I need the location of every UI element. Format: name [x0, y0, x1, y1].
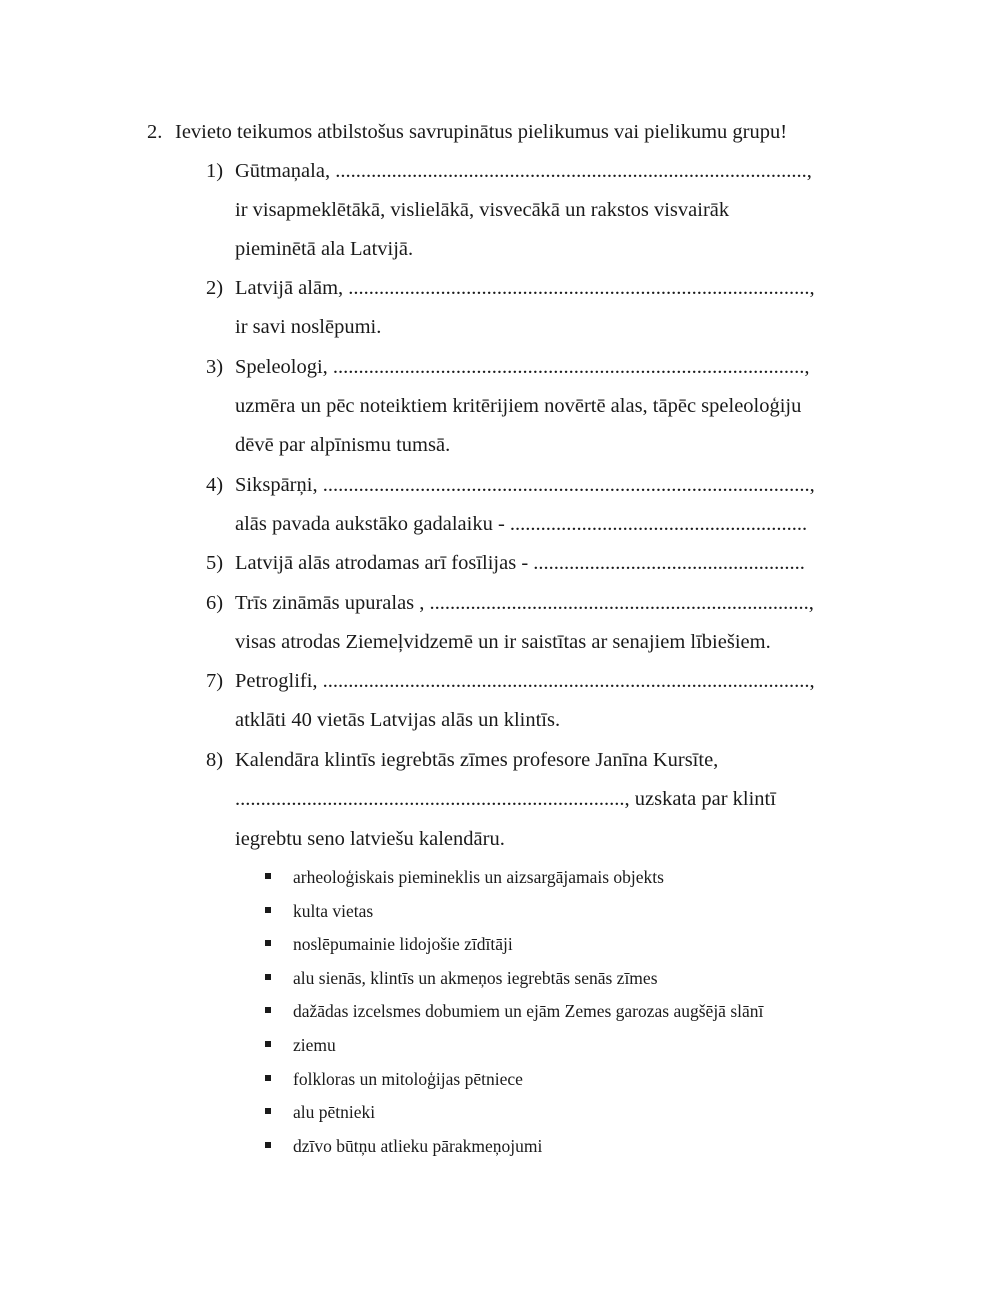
bullet-square-icon: [265, 1007, 271, 1013]
option-item: [262, 898, 763, 932]
option-item: [262, 1066, 763, 1100]
bullet-square-icon: [265, 940, 271, 946]
item-7-line-1: Petroglifi, ...............................................................................................,: [235, 670, 815, 692]
task-heading: [147, 118, 787, 146]
option-item: [262, 1133, 763, 1167]
bullet-square-icon: [265, 974, 271, 980]
bullet-square-icon: [265, 873, 271, 879]
option-item: [262, 998, 763, 1032]
item-2-line-1: Latvijā alām, ..........................................................................................,: [235, 277, 815, 299]
item-number: 2): [206, 277, 224, 299]
item-3-line-2: uzmēra un pēc noteiktiem kritērijiem novērtē alas, tāpēc speleoloģiju: [235, 395, 802, 417]
option-text: alu sienās, klintīs un akmeņos iegrebtās senās zīmes: [293, 967, 658, 988]
option-item: [262, 1099, 763, 1133]
bullet-square-icon: [265, 1075, 271, 1081]
item-3-line-1: Speleologi, ............................................................................................,: [235, 356, 810, 378]
option-text: folkloras un mitoloģijas pētniece: [293, 1068, 523, 1089]
item-number: 5): [206, 552, 224, 574]
option-text: alu pētnieki: [293, 1102, 376, 1123]
option-text: dažādas izcelsmes dobumiem un ejām Zemes garozas augšējā slānī: [293, 1001, 764, 1022]
item-number: 8): [206, 749, 224, 771]
bullet-square-icon: [265, 1041, 271, 1047]
item-1-line-1: Gūtmaņala, ............................................................................................,: [235, 160, 812, 182]
item-6-line-1: Trīs zināmās upuralas , ..........................................................................,: [235, 592, 814, 614]
option-text: kulta vietas: [293, 900, 374, 921]
item-4-line-2: alās pavada aukstāko gadalaiku - ..........................................................: [235, 513, 808, 535]
bullet-square-icon: [265, 1108, 271, 1114]
item-4-line-1: Sikspārņi, ...............................................................................................,: [235, 474, 815, 496]
item-2-line-2: ir savi noslēpumi.: [235, 316, 382, 338]
item-number: 3): [206, 356, 224, 378]
item-1-line-3: pieminētā ala Latvijā.: [235, 238, 414, 260]
item-number: 7): [206, 670, 224, 692]
bullet-square-icon: [265, 1142, 271, 1148]
option-text: dzīvo būtņu atlieku pārakmeņojumi: [293, 1135, 543, 1156]
option-text: arheoloģiskais piemineklis un aizsargājamais objekts: [293, 867, 664, 887]
bullet-square-icon: [265, 907, 271, 913]
task-number: 2.: [147, 121, 163, 143]
item-3-line-3: dēvē par alpīnismu tumsā.: [235, 434, 451, 456]
item-1-line-2: ir visapmeklētākā, vislielākā, visvecākā un rakstos visvairāk: [235, 199, 730, 221]
option-text: ziemu: [293, 1034, 336, 1055]
item-7-line-2: atklāti 40 vietās Latvijas alās un klintīs.: [235, 709, 561, 731]
option-item: [262, 1032, 763, 1066]
item-8-line-1: Kalendāra klintīs iegrebtās zīmes profesore Janīna Kursīte,: [235, 749, 719, 771]
option-item: [262, 931, 763, 965]
item-5-line-1: Latvijā alās atrodamas arī fosīlijas - .....................................................: [235, 552, 805, 574]
item-8-line-3: iegrebtu seno latviešu kalendāru.: [235, 828, 505, 850]
item-6-line-2: visas atrodas Ziemeļvidzemē un ir saistītas ar senajiem lībiešiem.: [235, 631, 771, 653]
item-8-line-2: ............................................................................, uzskata par klintī: [235, 788, 776, 810]
option-item: [262, 864, 763, 898]
task-instruction: Ievieto teikumos atbilstošus savrupinātus pielikumus vai pielikumu grupu!: [175, 121, 788, 143]
item-number: 6): [206, 592, 224, 614]
option-item: [262, 965, 763, 999]
item-number: 1): [206, 160, 224, 182]
item-number: 4): [206, 474, 224, 496]
option-text: noslēpumainie lidojošie zīdītāji: [293, 934, 513, 955]
option-list: [262, 864, 763, 1166]
